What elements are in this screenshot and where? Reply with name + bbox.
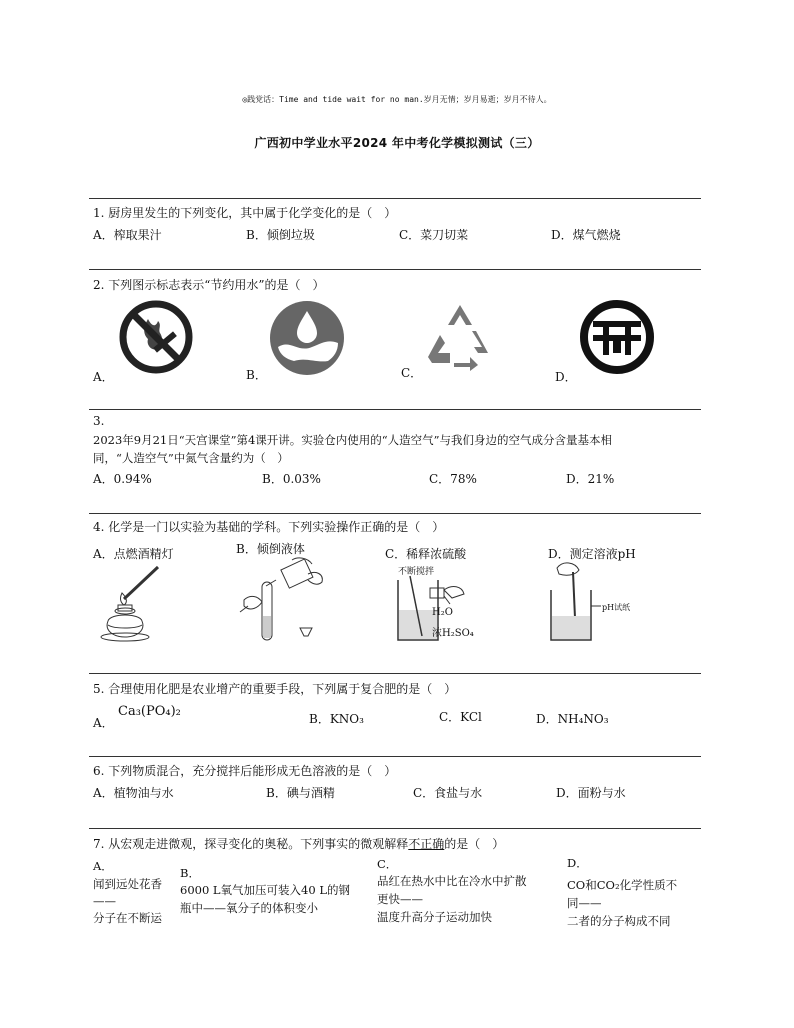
q5-option-d[interactable]: D．NH₄NO₃ [536, 712, 609, 726]
water-label: H₂O [432, 607, 453, 618]
emblem-sign-icon [579, 299, 655, 375]
q7-b-line2: 瓶中——氧分子的体积变小 [180, 901, 318, 915]
divider [89, 198, 701, 199]
q7-option-d[interactable]: D． [567, 856, 588, 870]
stir-label: 不断搅拌 [398, 567, 435, 577]
q1-option-a[interactable]: A．榨取果汁 [93, 228, 162, 242]
no-fire-sign-icon [118, 299, 194, 375]
acid-label: 浓H₂SO₄ [432, 628, 474, 639]
recycling-sign-icon [420, 301, 500, 373]
q7-b-line1: 6000 L氧气加压可装入40 L的钢 [180, 883, 350, 897]
q2-option-b[interactable]: B． [246, 368, 267, 382]
divider [89, 673, 701, 674]
q3-option-a[interactable]: A．0.94% [93, 472, 152, 486]
q2-option-c[interactable]: C． [401, 366, 423, 380]
q6-option-d[interactable]: D．面粉与水 [556, 786, 626, 800]
q7-stem [93, 835, 504, 852]
q7-d-line3: 二者的分子构成不同 [567, 914, 671, 928]
q2-stem: 2. 下列图示标志表示“节约用水”的是（ ） [93, 278, 325, 292]
q4-option-a[interactable]: A．点燃酒精灯 [93, 547, 174, 561]
q7-c-line3: 温度升高分子运动加快 [377, 910, 492, 924]
q7-option-a[interactable]: A． [93, 859, 113, 873]
q5-stem: 5. 合理使用化肥是农业增产的重要手段，下列属于复合肥的是（ ） [93, 682, 457, 696]
page-title: 广西初中学业水平2024 年中考化学模拟测试（三） [254, 136, 540, 150]
ph-test-figure [547, 560, 607, 642]
q5-formula-a: Ca₃(PO₄)₂ [118, 704, 181, 719]
q7-stem-pre: 7. 从宏观走进微观，探寻变化的奥秘。下列事实的微观解释 [93, 837, 409, 851]
q3-number: 3. [93, 414, 105, 428]
q5-option-c[interactable]: C．KCl [439, 710, 482, 724]
q1-option-b[interactable]: B．倾倒垃圾 [246, 228, 315, 242]
q3-option-b[interactable]: B．0.03% [262, 472, 321, 486]
q7-c-line2: 更快—— [377, 892, 423, 906]
q7-d-line1: CO和CO₂化学性质不 [567, 878, 678, 892]
q1-stem: 1. 厨房里发生的下列变化，其中属于化学变化的是（ ） [93, 206, 397, 220]
ph-paper-label: pH试纸 [602, 603, 631, 612]
q6-option-b[interactable]: B．碘与酒精 [266, 786, 335, 800]
q2-option-d[interactable]: D． [555, 370, 577, 384]
q6-option-a[interactable]: A．植物油与水 [93, 786, 174, 800]
q7-a-dash: —— [93, 894, 116, 908]
q5-option-a[interactable]: A． [93, 716, 114, 730]
q7-d-line2: 同—— [567, 896, 602, 910]
q3-option-c[interactable]: C．78% [429, 472, 477, 486]
q6-option-c[interactable]: C．食盐与水 [413, 786, 483, 800]
q1-option-c[interactable]: C．菜刀切菜 [399, 228, 469, 242]
alcohol-lamp-figure [94, 563, 164, 643]
q7-a-line1: 闻到远处花香 [93, 877, 162, 891]
q7-stem-underline: 不正确 [408, 837, 445, 851]
divider [89, 513, 701, 514]
q7-a-line2: 分子在不断运 [93, 911, 162, 925]
q7-c-line1: 品红在热水中比在冷水中扩散 [377, 874, 527, 888]
q7-stem-post: 的是（ ） [444, 837, 505, 851]
divider [89, 409, 701, 410]
divider [89, 828, 701, 829]
q7-option-c[interactable]: C． [377, 857, 398, 871]
water-saving-sign-icon [268, 299, 346, 377]
q4-option-b[interactable]: B．倾倒液体 [236, 542, 305, 556]
q4-option-c[interactable]: C．稀释浓硫酸 [385, 547, 467, 561]
q3-option-d[interactable]: D．21% [566, 472, 615, 486]
q1-option-d[interactable]: D．煤气燃烧 [551, 228, 621, 242]
q4-stem: 4. 化学是一门以实验为基础的学科。下列实验操作正确的是（ ） [93, 520, 445, 534]
divider [89, 269, 701, 270]
q2-option-a[interactable]: A． [93, 370, 114, 384]
header-note: ◎践党话：Time and tide wait for no man.岁月无情；岁月易逝；岁月不待人。 [242, 95, 552, 104]
q6-stem: 6. 下列物质混合，充分搅拌后能形成无色溶液的是（ ） [93, 764, 397, 778]
divider [89, 756, 701, 757]
q4-option-d[interactable]: D．测定溶液pH [548, 547, 636, 561]
q3-line2: 同，“人造空气”中氮气含量约为（ ） [93, 451, 289, 465]
pouring-liquid-figure [236, 556, 336, 646]
q5-option-b[interactable]: B．KNO₃ [309, 712, 364, 726]
q7-option-b[interactable]: B． [180, 866, 200, 880]
q3-line1: 2023年9月21日“天宫课堂”第4课开讲。实验仓内使用的“人造空气”与我们身边的空气成分含量基本相 [93, 433, 613, 447]
